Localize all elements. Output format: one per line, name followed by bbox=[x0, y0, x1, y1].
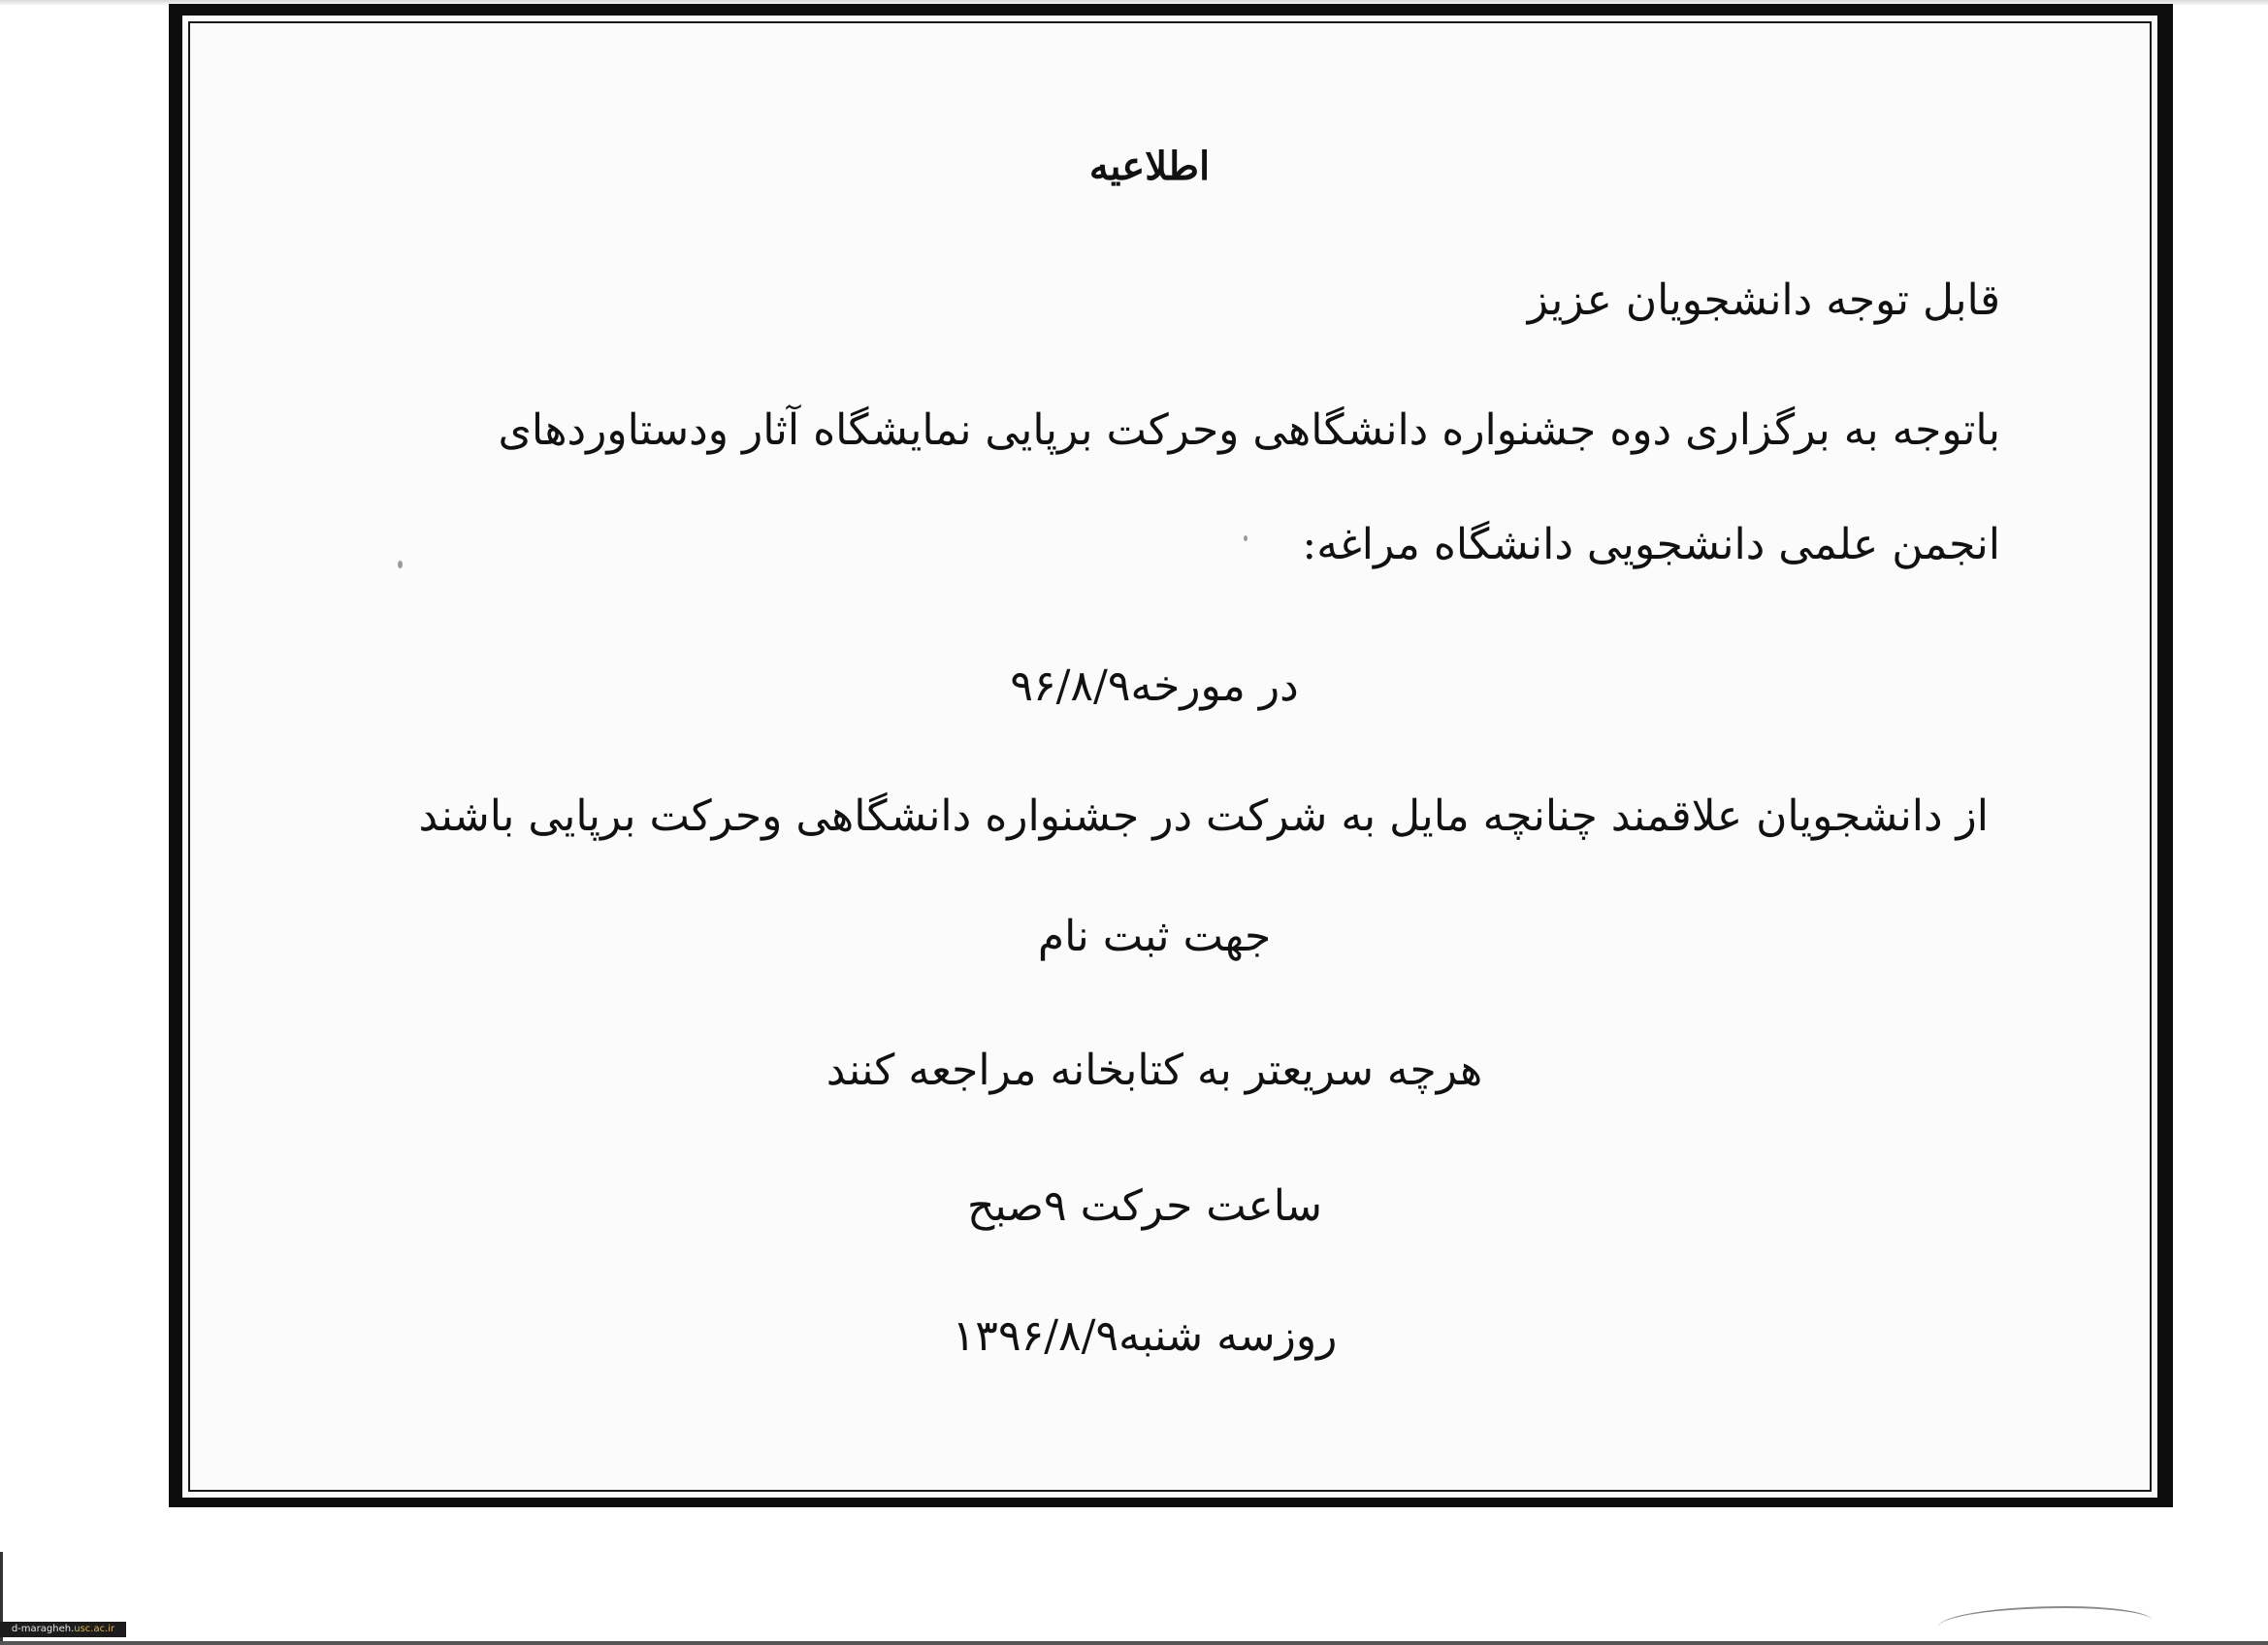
notice-date-line: در مورخه۹۶/۸/۹ bbox=[1010, 661, 1299, 711]
scan-speck bbox=[1244, 535, 1247, 541]
notice-registration: جهت ثبت نام bbox=[1037, 912, 1272, 961]
notice-final-date: روزسه شنبه۱۳۹۶/۸/۹ bbox=[952, 1311, 1338, 1361]
notice-paragraph-1-line-2: انجمن علمی دانشجویی دانشگاه مراغه: bbox=[1302, 520, 2000, 569]
site-watermark-logo bbox=[0, 1622, 126, 1637]
scan-bottom-edge bbox=[0, 1641, 2268, 1645]
notice-title: اطلاعیه bbox=[1088, 144, 1211, 189]
watermark-site-text: d-maragheh. bbox=[11, 1624, 75, 1634]
notice-salutation: قابل توجه دانشجویان عزیز bbox=[1527, 275, 2000, 325]
notice-paragraph-1-line-1: باتوجه به برگزاری دوه جشنواره دانشگاهی وحرکت برپایی نمایشگاه آثار ودستاوردهای bbox=[498, 405, 2000, 455]
notice-paragraph-2: از دانشجویان علاقمند چنانچه مایل به شرکت در جشنواره دانشگاهی وحرکت برپایی باشند bbox=[418, 791, 1989, 841]
watermark-domain-text: usc.ac.ir bbox=[74, 1624, 115, 1634]
notice-departure-time: ساعت حرکت ۹صبح bbox=[966, 1181, 1323, 1231]
scan-speck bbox=[398, 561, 403, 568]
notice-library-instruction: هرچه سریعتر به کتابخانه مراجعه کنند bbox=[826, 1046, 1483, 1095]
